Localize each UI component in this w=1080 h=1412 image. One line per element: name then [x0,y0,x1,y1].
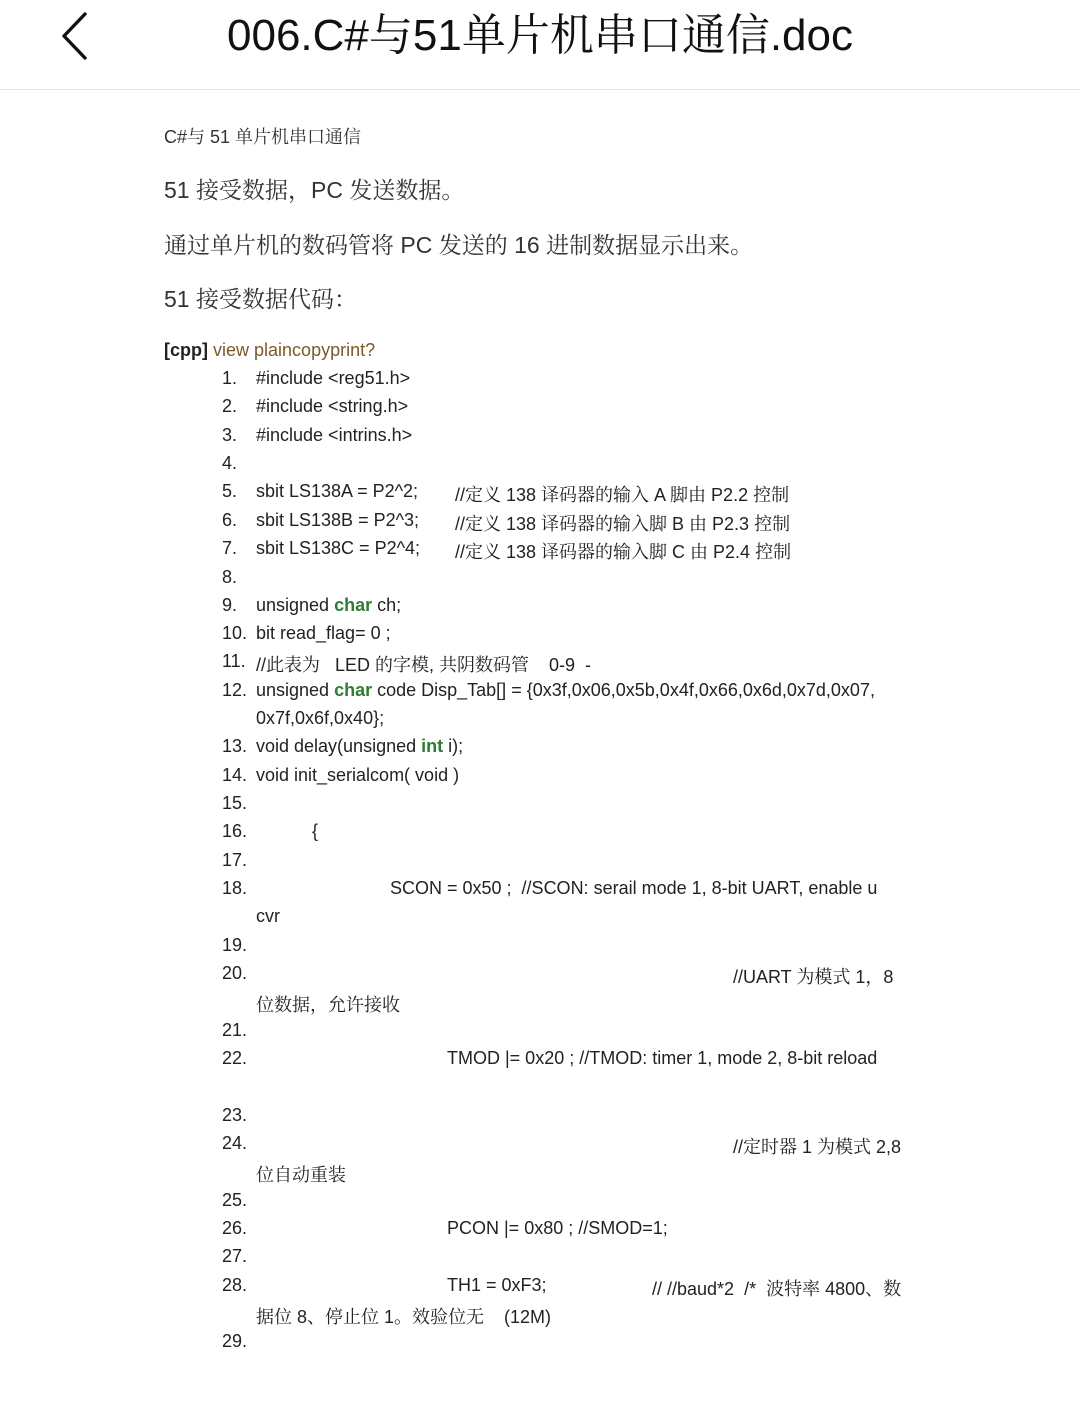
line-number: 19. [222,935,248,955]
line-number: 27. [222,1246,248,1266]
code-comment: //UART 为模式 1，8 [733,967,894,987]
line-number: 5. [222,481,238,501]
line-number: 4. [222,453,238,473]
line-number: 12. [222,680,248,700]
line-number: 3. [222,425,238,445]
code-language-label: [cpp] [164,340,208,360]
code-line: PCON |= 0x80 ; //SMOD=1; [447,1218,668,1238]
code-line: sbit LS138C = P2^4; [256,538,421,558]
paragraph: 通过单片机的数码管将 PC 发送的 16 进制数据显示出来。 [164,232,754,258]
code-line-wrap: 0x7f,0x6f,0x40}; [256,708,385,728]
code-keyword: int [421,736,444,756]
line-number: 16. [222,821,248,841]
line-number: 29. [222,1331,248,1351]
code-view-links[interactable]: view plaincopyprint? [213,340,376,360]
line-number: 20. [222,963,248,983]
code-line [256,736,463,757]
code-comment: // //baud*2 /* 波特率 4800、数 [652,1279,902,1299]
code-line: SCON = 0x50 ; //SCON: serail mode 1, 8-bit UART, enable u [390,878,878,898]
line-number: 23. [222,1105,248,1125]
code-comment: //定时器 1 为模式 2,8 [733,1137,902,1157]
line-number: 18. [222,878,248,898]
code-line: TH1 = 0xF3; [447,1275,547,1295]
line-number: 21. [222,1020,248,1040]
line-number: 13. [222,736,248,756]
code-line: void init_serialcom( void ) [256,765,460,785]
line-number: 9. [222,595,238,615]
code-line: { [312,821,319,841]
code-line-wrap: 位数据，允许接收 [256,995,400,1015]
line-number: 28. [222,1275,248,1295]
code-line: bit read_flag= 0 ; [256,623,391,643]
line-number: 14. [222,765,248,785]
line-number: 24. [222,1133,248,1153]
line-number: 7. [222,538,238,558]
line-number: 25. [222,1190,248,1210]
line-number: 6. [222,510,238,530]
code-text: unsigned [256,680,335,700]
code-line: sbit LS138A = P2^2; [256,481,419,501]
code-comment: //定义 138 译码器的输入脚 B 由 P2.3 控制 [455,514,791,534]
line-number: 15. [222,793,248,813]
code-line: #include <string.h> [256,396,409,416]
code-text: code Disp_Tab[] = {0x3f,0x06,0x5b,0x4f,0x66,0x6d,0x7d,0x07, [372,680,875,700]
line-number: 22. [222,1048,248,1068]
code-line: #include <intrins.h> [256,425,413,445]
code-keyword: char [334,595,373,615]
line-number: 2. [222,396,238,416]
code-line-wrap: 据位 8、停止位 1。效验位无 (12M) [256,1307,552,1327]
paragraph: 51 接受数据代码： [164,286,357,312]
code-line: sbit LS138B = P2^3; [256,510,420,530]
code-line: #include <reg51.h> [256,368,411,388]
doc-heading: C#与 51 单片机串口通信 [164,127,362,147]
code-toolbar [164,340,375,361]
code-line [256,680,875,701]
code-text: void delay(unsigned [256,736,422,756]
code-comment: //定义 138 译码器的输入 A 脚由 P2.2 控制 [455,485,790,505]
code-line [256,595,401,616]
code-line-wrap: cvr [256,906,280,926]
line-number: 1. [222,368,238,388]
line-number: 26. [222,1218,248,1238]
code-line: TMOD |= 0x20 ; //TMOD: timer 1, mode 2, 8-bit reload [447,1048,878,1068]
top-bar [0,0,1080,90]
paragraph: 51 接受数据，PC 发送数据。 [164,177,465,203]
code-line-wrap: 位自动重装 [256,1165,346,1185]
document-title: 006.C#与51单片机串口通信.doc [227,11,853,60]
line-number: 17. [222,850,248,870]
line-number: 10. [222,623,248,643]
code-text: unsigned [256,595,335,615]
line-number: 8. [222,567,238,587]
code-text: ch; [372,595,402,615]
code-text: i); [443,736,464,756]
code-keyword: char [334,680,373,700]
code-comment: //此表为 LED 的字模, 共阴数码管 0-9 - [256,655,592,675]
line-number: 11. [222,651,246,671]
code-comment: //定义 138 译码器的输入脚 C 由 P2.4 控制 [455,542,792,562]
